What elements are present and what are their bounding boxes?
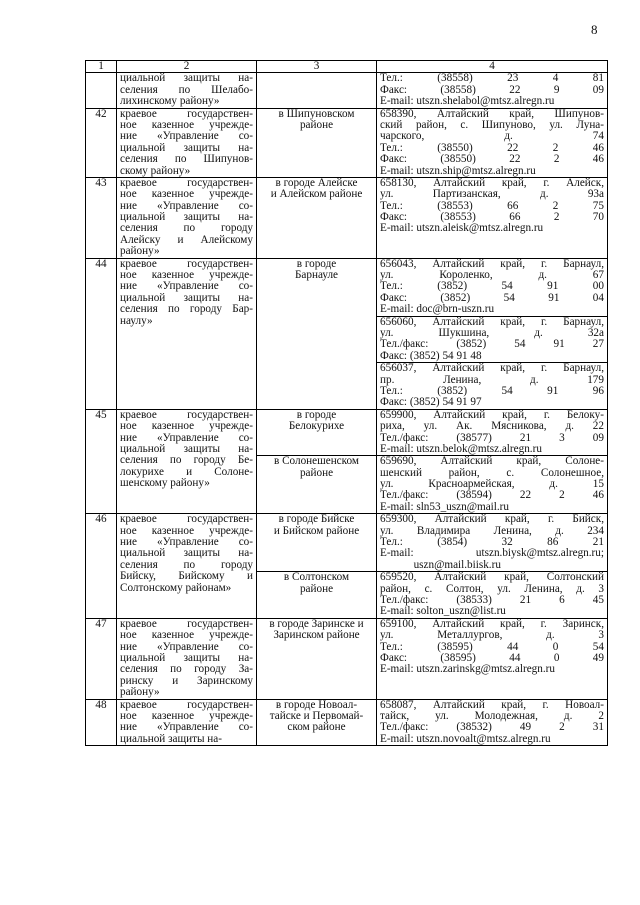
address-contacts-line: E-mail: utszn.ship@mtsz.alregn.ru	[380, 164, 536, 177]
address-contacts	[377, 514, 608, 572]
address-contacts	[377, 456, 608, 514]
location-line: районе	[299, 582, 334, 595]
address-contacts-line: тайск, ул. Молодежная, д. 2	[380, 709, 604, 722]
organization-name-line: краевое государствен-	[120, 108, 253, 120]
row-number: 45	[86, 409, 117, 514]
address-contacts	[377, 258, 608, 316]
organization-name-line: краевое государствен-	[120, 258, 253, 270]
organization-name-line: циальной защиты на-	[120, 141, 253, 154]
address-contacts	[377, 572, 608, 619]
organization-name-line: наулу»	[120, 314, 153, 327]
organization-name-line: циальной защиты на-	[120, 72, 253, 85]
address-contacts-line: Тел.: (38553) 66 2 75	[380, 199, 604, 212]
organization-name-line: ное казенное учрежде-	[120, 118, 253, 131]
organization-name-line: ние «Управление со-	[120, 130, 253, 143]
location	[257, 258, 377, 409]
address-contacts-line: ул. Короленко, д. 67	[380, 269, 604, 282]
location-line: ском районе	[287, 721, 346, 734]
organization-name-line: ние «Управление со-	[120, 640, 253, 653]
address-contacts-line: ул. Красноармейская, д. 15	[380, 478, 604, 491]
organization-name-line: селения по городу Бар-	[120, 303, 253, 316]
location-line: в городе Алейске	[275, 177, 358, 189]
address-contacts-line: E-mail: utszn.zarinskg@mtsz.alregn.ru	[380, 663, 555, 676]
address-contacts-line: 659520, Алтайский край, Солтонский	[380, 571, 604, 584]
organization-name-line: ние «Управление со-	[120, 536, 253, 549]
location-line: районе	[299, 118, 334, 131]
page-number: 8	[591, 22, 598, 37]
organization-name-line: ное казенное учрежде-	[120, 188, 253, 201]
address-contacts-line: Факс: (38558) 22 9 09	[380, 83, 604, 96]
location-line: в Солтонском	[283, 571, 350, 584]
address-contacts-line: E-mail: utszn.biysk@mtsz.alregn.ru;	[380, 547, 604, 560]
address-contacts-line: Тел./факс: (38533) 21 6 45	[380, 593, 604, 606]
organization-name-line: селения по городу За-	[120, 663, 253, 676]
table-row	[86, 108, 608, 177]
organization-name-line: ринску и Заринскому	[120, 674, 253, 687]
location	[257, 108, 377, 177]
address-contacts-line: шенский район, с. Солонешное,	[380, 466, 604, 479]
organization-name	[117, 108, 257, 177]
address-contacts-line: E-mail: doc@brn-uszn.ru	[380, 303, 495, 316]
organization-name-line: краевое государствен-	[120, 177, 253, 189]
address-contacts	[377, 409, 608, 456]
address-contacts-line: E-mail: utszn.aleisk@mtsz.alregn.ru	[380, 222, 544, 235]
organization-name-line: ное казенное учрежде-	[120, 269, 253, 282]
address-contacts-line: Факс: (3852) 54 91 04	[380, 291, 604, 304]
location-line: в Солонешенском	[274, 455, 359, 468]
address-contacts-line: ул. Металлургов, д. 3	[380, 629, 604, 642]
address-contacts-line: район, с. Солтон, ул. Ленина, д. 3	[380, 582, 604, 595]
organization-name-line: ное казенное учрежде-	[120, 709, 253, 722]
address-contacts-line: 659690, Алтайский край, Солоне-	[380, 455, 604, 468]
organization-name-line: району»	[120, 245, 160, 258]
row-number: 47	[86, 618, 117, 699]
address-contacts-line: 659100, Алтайский край, г. Заринск,	[380, 618, 604, 630]
address-contacts-line: Тел.: (3852) 54 91 96	[380, 384, 604, 397]
organization-name	[117, 514, 257, 619]
address-contacts-line: Тел./факс: (38532) 49 2 31	[380, 721, 604, 734]
location	[257, 409, 377, 456]
address-contacts-line: чарского, д. 74	[380, 130, 604, 143]
row-number: 43	[86, 177, 117, 258]
organization-name-line: ное казенное учрежде-	[120, 524, 253, 537]
location-line: Белокурихе	[288, 420, 345, 433]
location-line: Заринском районе	[273, 629, 360, 642]
table-row	[86, 699, 608, 746]
address-contacts-line: ул. Владимира Ленина, д. 234	[380, 524, 604, 537]
address-contacts-line: риха, ул. Ак. Мясникова, д. 22	[380, 420, 604, 433]
address-contacts-line: Тел.: (38558) 23 4 81	[380, 72, 604, 85]
organization-name	[117, 177, 257, 258]
address-contacts-line: 659900, Алтайский край, г. Белоку-	[380, 409, 604, 421]
table-row	[86, 618, 608, 699]
address-contacts-line: Тел./факс: (38577) 21 3 09	[380, 431, 604, 444]
address-contacts-line: 658087, Алтайский край, г. Новоал-	[380, 699, 604, 711]
organization-name-line: селения по Шипунов-	[120, 153, 253, 166]
location-line: в городе Бийске	[278, 513, 355, 526]
address-contacts	[377, 316, 608, 363]
row-number: 44	[86, 258, 117, 409]
organization-name	[117, 73, 257, 108]
address-contacts-line: Тел.: (38550) 22 2 46	[380, 141, 604, 154]
organization-name-line: краевое государствен-	[120, 513, 253, 526]
location	[257, 73, 377, 108]
address-contacts-line: Факс: (3852) 54 91 97	[380, 396, 482, 409]
table-row	[86, 177, 608, 258]
address-contacts-line: uszn@mail.biisk.ru	[380, 558, 501, 571]
address-contacts-line: Факс: (38550) 22 2 46	[380, 153, 604, 166]
column-header-2: 2	[117, 61, 257, 73]
location	[257, 699, 377, 746]
address-contacts-line: 658390, Алтайский край, Шипунов-	[380, 108, 604, 120]
location	[257, 177, 377, 258]
address-contacts-line: ул. Шукшина, д. 32а	[380, 327, 604, 339]
organization-name-line: скому району»	[120, 164, 191, 177]
organization-name	[117, 258, 257, 409]
agency-directory-table	[85, 60, 608, 746]
organization-name-line: циальной защиты на-	[120, 291, 253, 304]
organization-name-line: краевое государствен-	[120, 618, 253, 630]
location	[257, 618, 377, 699]
address-contacts-line: E-mail: utszn.belok@mtsz.alregn.ru	[380, 442, 542, 455]
table-row	[86, 258, 608, 316]
organization-name-line: циальной защиты на-	[120, 211, 253, 224]
location-line: и Бийском районе	[273, 524, 360, 537]
table-row	[86, 73, 608, 108]
location-line: в Шипуновском	[278, 108, 355, 120]
address-contacts-line: Тел.: (38595) 44 0 54	[380, 640, 604, 653]
organization-name-line: ние «Управление со-	[120, 721, 253, 734]
organization-name-line: краевое государствен-	[120, 699, 253, 711]
address-contacts	[377, 699, 608, 746]
organization-name-line: краевое государствен-	[120, 409, 253, 421]
address-contacts-line: Тел.: (3854) 32 86 21	[380, 536, 604, 549]
organization-name	[117, 618, 257, 699]
organization-name-line: Алейску и Алейскому	[120, 233, 253, 246]
organization-name-line: Солтонскому районам»	[120, 581, 232, 594]
organization-name	[117, 409, 257, 514]
address-contacts-line: E-mail: sln53_uszn@mail.ru	[380, 500, 509, 513]
location-line: в городе	[296, 409, 337, 421]
organization-name-line: ное казенное учрежде-	[120, 629, 253, 642]
organization-name-line: селения по Шелабо-	[120, 83, 253, 96]
row-number	[86, 73, 117, 108]
address-contacts-line: 656037, Алтайский край, г. Барнаул,	[380, 362, 604, 375]
address-contacts	[377, 108, 608, 177]
address-contacts-line: ский район, с. Шипуново, ул. Луна-	[380, 118, 604, 131]
address-contacts-line: E-mail: utszn.shelabol@mtsz.alregn.ru	[380, 95, 555, 108]
address-contacts	[377, 177, 608, 258]
organization-name-line: локурихе и Солоне-	[120, 465, 253, 478]
column-header-1: 1	[86, 61, 117, 73]
location-line: в городе Новоал-	[275, 699, 358, 711]
organization-name-line: ние «Управление со-	[120, 431, 253, 444]
address-contacts-line: Тел./факс: (38594) 22 2 46	[380, 489, 604, 502]
organization-name-line: району»	[120, 686, 160, 699]
organization-name-line: селения по городу	[120, 222, 253, 235]
organization-name-line: Бийску, Бийскому и	[120, 570, 253, 583]
table-row	[86, 409, 608, 456]
organization-name-line: ние «Управление со-	[120, 280, 253, 293]
address-contacts-line: Факс: (38553) 66 2 70	[380, 211, 604, 224]
column-header-4: 4	[377, 61, 608, 73]
address-contacts-line: E-mail: solton_uszn@list.ru	[380, 605, 506, 618]
location-line: районе	[299, 466, 334, 479]
address-contacts-line: Факс: (38595) 44 0 49	[380, 651, 604, 664]
row-number: 42	[86, 108, 117, 177]
location-line: Барнауле	[294, 269, 339, 282]
address-contacts-line: Тел./факс: (3852) 54 91 27	[380, 338, 604, 351]
location-line: в городе Заринске и	[269, 618, 364, 630]
organization-name-line: циальной защиты на-	[120, 732, 222, 745]
organization-name-line: лихинскому району»	[120, 95, 220, 108]
address-contacts	[377, 363, 608, 410]
location-line: в городе	[296, 258, 337, 270]
address-contacts-line: 658130, Алтайский край, г. Алейск,	[380, 177, 604, 189]
address-contacts-line: 656043, Алтайский край, г. Барнаул,	[380, 258, 604, 270]
location-line: тайске и Первомай-	[269, 709, 364, 722]
address-contacts-line: пр. Ленина, д. 179	[380, 373, 604, 386]
location	[257, 456, 377, 514]
organization-name-line: ние «Управление со-	[120, 199, 253, 212]
column-header-3: 3	[257, 61, 377, 73]
organization-name-line: селения по городу	[120, 558, 253, 571]
location-line: и Алейском районе	[270, 188, 363, 201]
address-contacts-line: 656060, Алтайский край, г. Барнаул,	[380, 316, 604, 328]
organization-name-line: циальной защиты на-	[120, 547, 253, 560]
address-contacts-line: Тел.: (3852) 54 91 00	[380, 280, 604, 293]
location	[257, 514, 377, 572]
organization-name-line: шенскому району»	[120, 477, 210, 490]
address-contacts-line: 659300, Алтайский край, г. Бийск,	[380, 513, 604, 526]
row-number: 46	[86, 514, 117, 619]
table-row	[86, 514, 608, 572]
address-contacts-line: ул. Партизанская, д. 93а	[380, 188, 604, 201]
organization-name-line: циальной защиты на-	[120, 651, 253, 664]
address-contacts-line: E-mail: utszn.novoalt@mtsz.alregn.ru	[380, 732, 551, 745]
address-contacts	[377, 73, 608, 108]
address-contacts-line: Факс: (3852) 54 91 48	[380, 349, 482, 362]
row-number: 48	[86, 699, 117, 746]
header-row	[86, 61, 608, 73]
location	[257, 572, 377, 619]
address-contacts	[377, 618, 608, 699]
organization-name-line: селения по городу Бе-	[120, 454, 253, 467]
organization-name	[117, 699, 257, 746]
organization-name-line: циальной защиты на-	[120, 442, 253, 455]
organization-name-line: ное казенное учрежде-	[120, 420, 253, 433]
